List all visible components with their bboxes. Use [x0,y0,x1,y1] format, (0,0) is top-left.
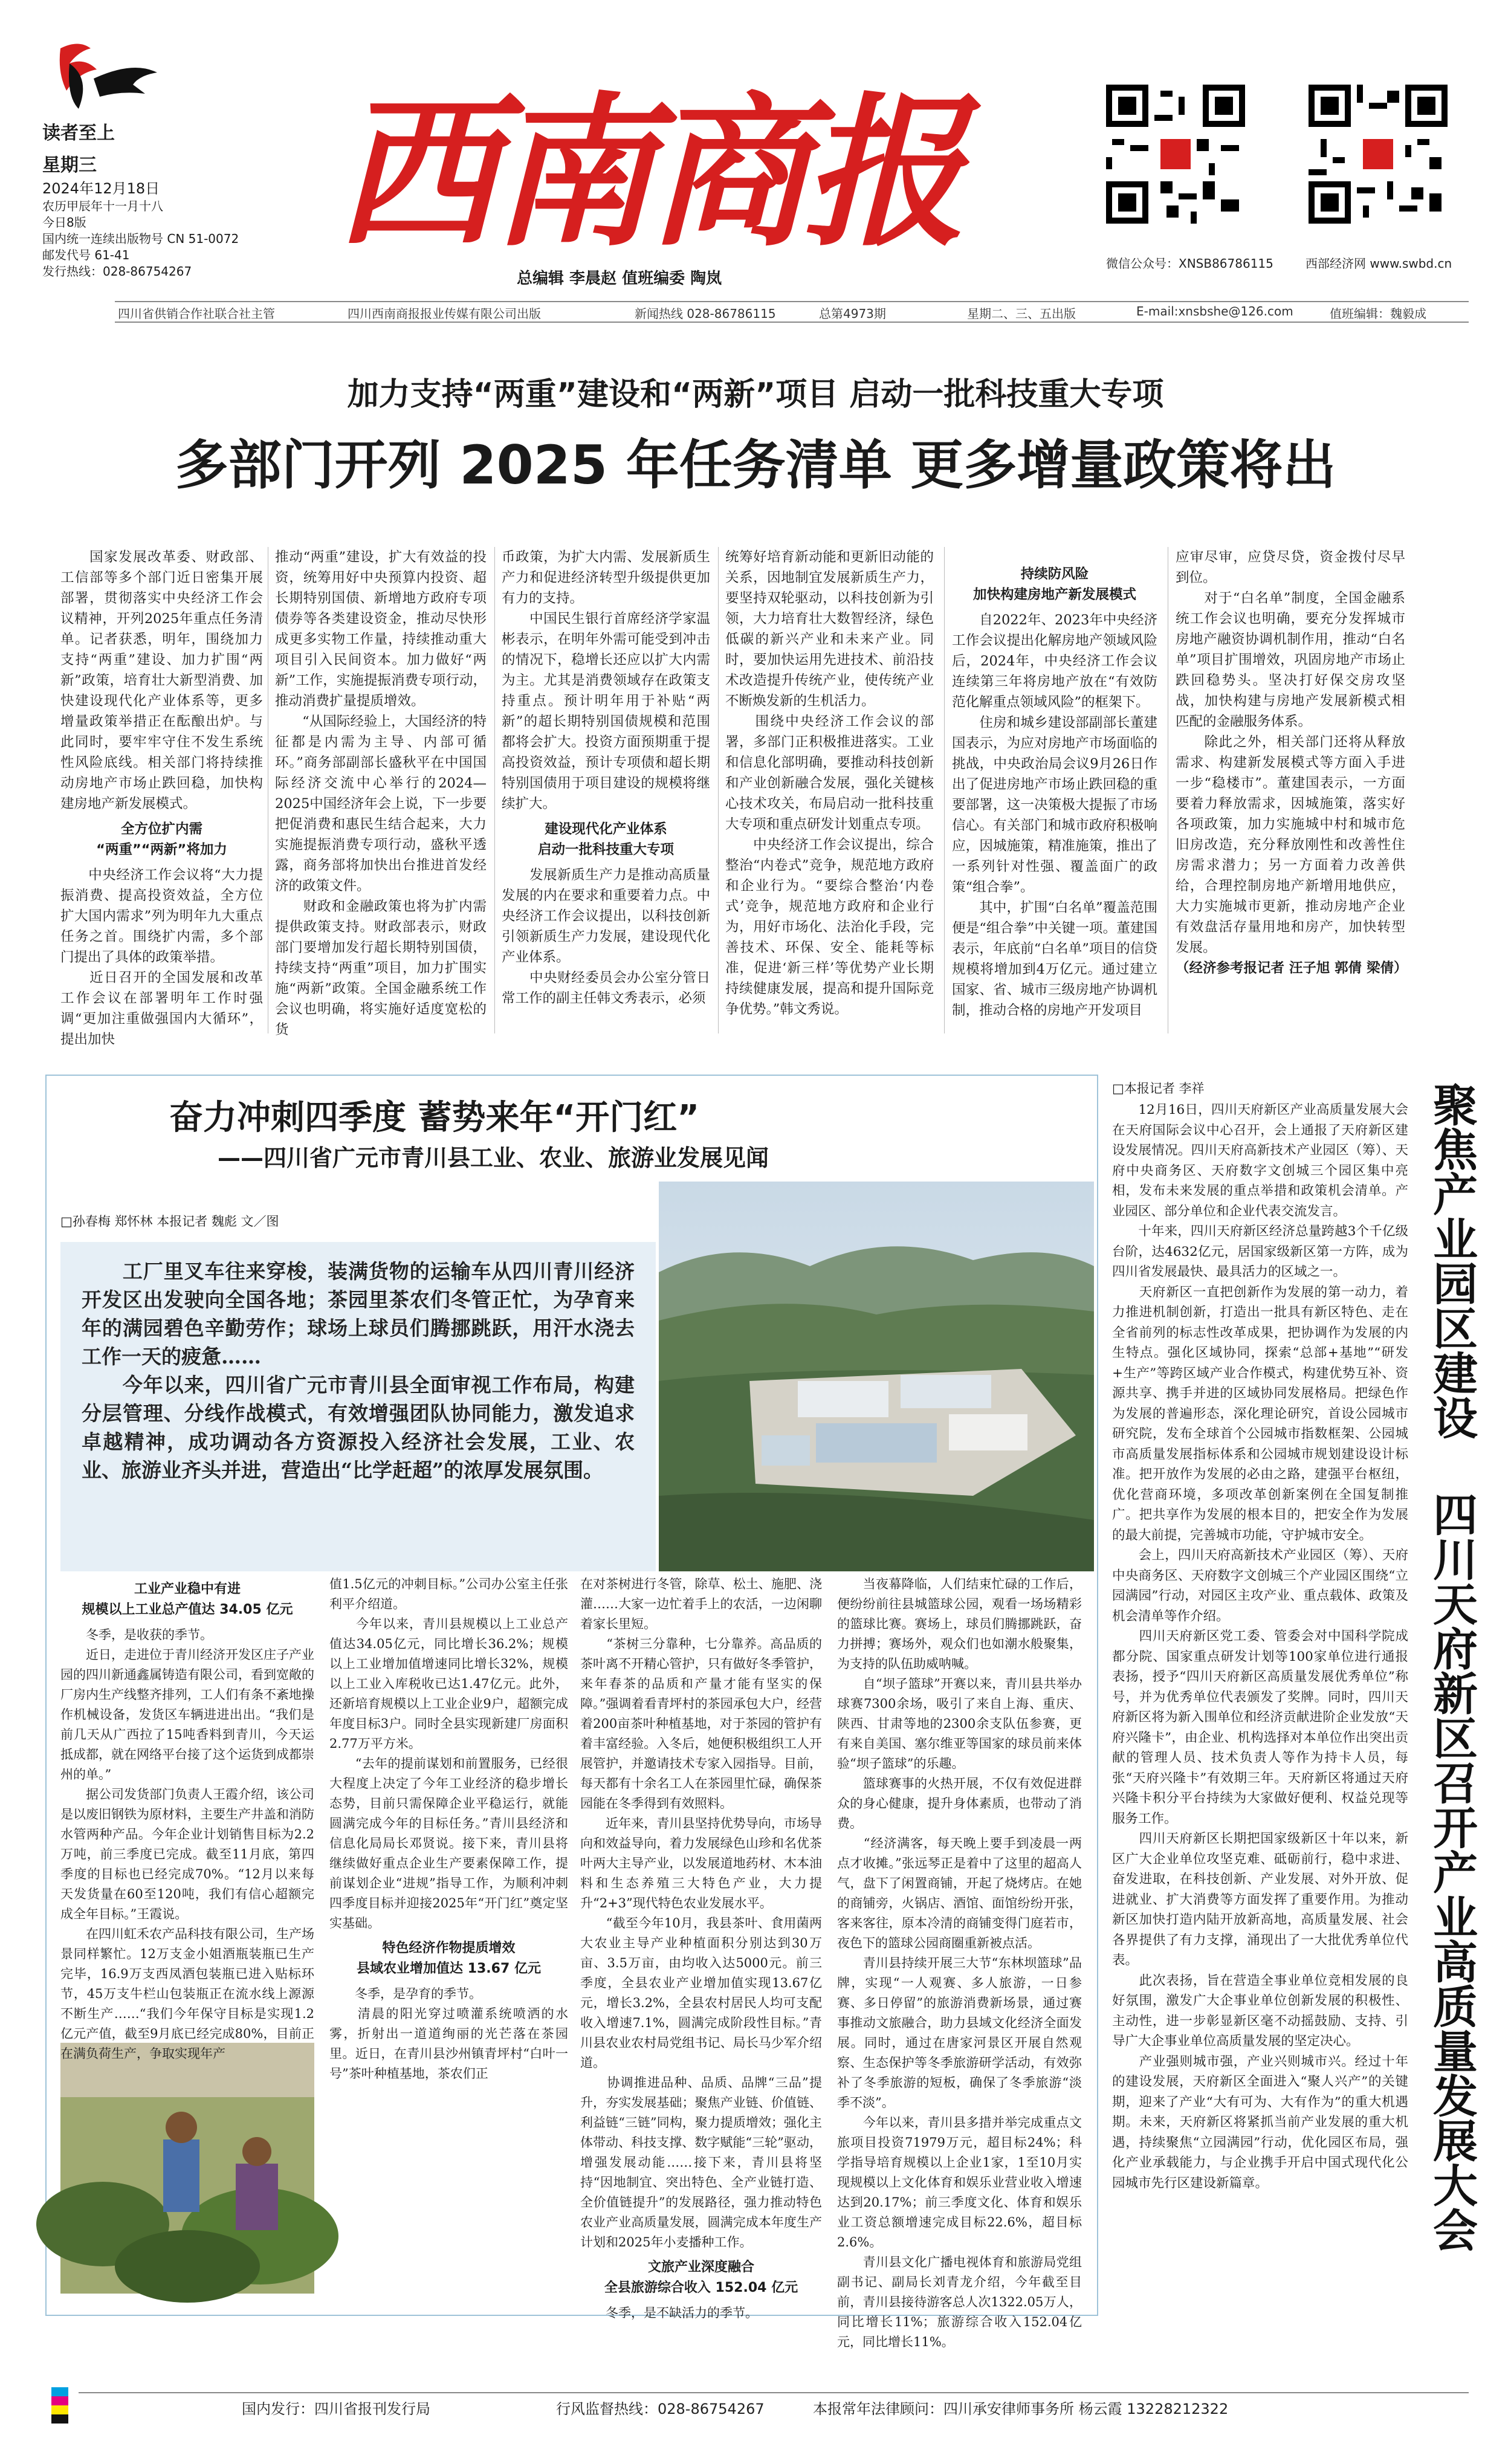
masthead-title [314,76,979,268]
sidebar-column [1112,1100,1408,2315]
feature-column-1 [60,1574,314,2061]
duty-editor: 值班编辑：魏毅成 [1330,306,1426,321]
feature-subtitle: ——四川省广元市青川县工业、农业、旅游业发展见闻 [218,1145,769,1171]
feature-col2b-text: 冬季，是孕育的季节。 清晨的阳光穿过喷灌系统喷洒的水雾，折射出一道道绚丽的光芒落在茶园里。近日，在青川县沙州镇青坪村“白叶一号”茶叶种植基地，茶农们正 [329,1987,568,2081]
lead-headline: 多部门开列 2025 年任务清单 更多增量政策将出 [175,434,1336,496]
qr-code-wechat[interactable] [1106,85,1245,224]
lead-subhead-2: 建设现代化产业体系 启动一批科技重大专项 [537,821,674,858]
lead-column-5 [952,547,1157,1036]
lead-kicker: 加力支持“两重”建设和“两新”项目 启动一批科技重大专项 [347,377,1164,413]
industrial-park-aerial-photo [659,1182,1094,1571]
feature-subhead-3: 文旅产业深度融合 全县旅游综合收入 152.04 亿元 [604,2260,798,2295]
publisher: 四川西南商报报业传媒有限公司出版 [348,306,541,321]
footer-distribution: 国内发行：四川省报刊发行局 [242,2401,430,2417]
lead-col5-text: 自2022年、2023年中央经济工作会议提出化解房地产领域风险后，2024年，中央经济工作会议连续第三年将房地产放在“有效防范化解重点领域风险”的框架下。 住房和城乡建设部副部长董建国表示，为应对房地产市场面临的挑战，中央政治局会议9月26日作出了促进房地产市场止跌回稳的重要部署，这一决策极大提振了市场信心。有关部门和城市政府积极响应，因城施策，精准施策，推出了一系列针对性强、覆盖面广的政策“组合拳”。 其中，扩围“白名单”覆盖范围便是“组合拳”中关键一项。董建国表示，年底前“白名单”项目的信贷规模将增加到4万亿元。通过建立国家、省、城市三级房地产协调机制，推动合格的房地产开发项目 [952,612,1157,1018]
lead-column-3 [502,547,710,1036]
lead-column-1 [60,547,263,1047]
lead-byline: （经济参考报记者 汪子旭 郭倩 梁倩） [1176,960,1408,976]
qr-code-website[interactable] [1309,85,1448,224]
lead-subhead-3: 持续防风险 加快构建房地产新发展模式 [972,566,1136,603]
lead-col6-text: 应审尽审，应贷尽贷，资金拨付尽早到位。 对于“白名单”制度，全国金融系统工作会议也明确，要充分发挥城市房地产融资协调机制作用，推动“白名单”项目扩围增效，巩固房地产市场止跌回稳势头。坚决打好保交房攻坚战，加快构建与房地产发展新模式相匹配的金融服务体系。 除此之外，相关部门还将从释放需求、构建新发展模式等方面入手进一步“稳楼市”。董建国表示，一方面要着力释放需求，因城施策，落实好各项政策，加力实施城中村和城市危旧房改造，充分释放刚性和改善性住房需求潜力；另一方面着力改善供给，合理控制房地产新增用地供应，大力实施城市更新，推动房地产企业有效盘活存量用地和房产，加快转型发展。 [1176,549,1405,956]
feature-column-2 [329,1574,568,2309]
feature-column-4 [837,1574,1082,2349]
tea-farmers-photo [60,2043,314,2294]
issue-date: 2024年12月18日 [42,180,160,197]
feature-subhead-1: 工业产业稳中有进 规模以上工业总产值达 34.05 亿元 [82,1582,293,1617]
color-registration-bar [51,2387,68,2424]
footer-supervision: 行风监督热线：028-86754267 [556,2401,765,2417]
feature-lede-text: 工厂里叉车往来穿梭，装满货物的运输车从四川青川经济开发区出发驶向全国各地；茶园里茶农们冬管正忙，为孕育来年的满园碧色辛勤劳作；球场上球员们腾挪跳跃，用汗水浇去工作一天的疲惫…… 今年以来，四川省广元市青川县全面审视工作布局，构建分层管理、分线作战模式，有效增强团队协同能力，激发追求卓越精神，成功调动各方资源投入经济社会发展，工业、农业、旅游业齐头并进，营造出“比学赶超”的浓厚发展氛围。 [82,1259,635,1482]
feature-col3-text: 在对茶树进行冬管，除草、松土、施肥、浇灌……大家一边忙着手上的农活，一边闲聊着家长里短。 “茶树三分靠种，七分靠养。高品质的茶叶离不开精心管护，只有做好冬季管护，来年春茶的品质和产量才能有坚实的保障。”强调着看青坪村的茶园承包大户，经营着200亩茶叶种植基地，对于茶园的管护有着丰富经验。入冬后，她便积极组织工人开展管护，并邀请技术专家入园指导。目前，每天都有十余名工人在茶园里忙碌，确保茶园能在冬季得到有效照料。 近年来，青川县坚持优势导向，市场导向和效益导向，着力发展绿色山珍和名优茶叶两大主导产业，以发展道地药材、木本油料和生态养殖三大特色产业，大力提升“2+3”现代特色农业发展水平。 “截至今年10月，我县茶叶、食用菌两大农业主导产业种植面积分别达到30万亩、3.5万亩，由均收入达5000元。前三季度，全县农业产业增加值实现13.67亿元，增长3.2%，全县农村居民人均可支配收入增速7.1%，圆满完成阶段性目标。”青川县农业农村局党组书记、局长马少军介绍道。 协调推进品种、品质、品牌“三品”提升，夯实发展基础；聚焦产业链、价值链、利益链“三链”同构，聚力提质增效；强化主体带动、科技支撑、数字赋能“三轮”驱动，增强发展动能……接下来，青川县将坚持“因地制宜、突出特色、全产业链打造、全价值链提升”的发展路径，强力推动特色农业产业高质量发展，圆满完成本年度生产计划和2025年小麦播种工作。 [580,1577,822,2249]
issue-number: 总第4973期 [819,306,886,321]
lead-col3-text: 币政策，为扩大内需、发展新质生产力和促进经济转型升级提供更加有力的支持。 中国民生银行首席经济学家温彬表示，在明年外需可能受到冲击的情况下，稳增长还应以扩大内需为主。尤其是消费领域存在政策支持重点。预计明年用于补贴“两新”的超长期特别国债规模和范围都将会扩大。投资方面预期重于提高投资效益，预计专项债和超长期特别国债用于项目建设的规模将继续扩大。 [502,549,710,812]
lead-column-6 [1176,547,1408,1036]
feature-column-3 [580,1574,822,2320]
feature-col4-text: 当夜幕降临，人们结束忙碌的工作后，便纷纷前往县城篮球公园，观看一场场精彩的篮球比赛。赛场上，球员们腾挪跳跃，奋力拼搏；赛场外，观众们也如潮水般聚集，为支持的队伍助威呐喊。 自“坝子篮球”开赛以来，青川县共举办球赛7300余场，吸引了来自上海、重庆、陕西、甘肃等地的2300余支队伍参赛，更有来自美国、塞尔维亚等国家的球员前来体验“坝子篮球”的乐趣。 篮球赛事的火热开展，不仅有效促进群众的身心健康，提升身体素质，也带动了消费。 “经济满客，每天晚上要手到凌晨一两点才收摊。”张远琴正是着中了这里的超高人气，盘下了闲置商铺，开起了烧烤店。在她的商铺旁，火锅店、酒馆、面馆纷纷开张，客来客往，原本冷清的商铺变得门庭若市，夜色下的篮球公园商圈重新被点活。 青川县持续开展三大节“东林坝篮球”品牌，实现“一人观赛、多人旅游，一日参赛、多日停留”的旅游消费新场景，通过赛事推动文旅融合，助力县域文化经济全面发展。同时，通过在唐家河景区开展自然观察、生态保护等冬季旅游研学活动，有效弥补了冬季旅游的短板，确保了冬季旅游“淡季不淡”。 今年以来，青川县多措并举完成重点文旅项目投资71979万元，超目标24%；科学指导培育规模以上企业1家，1至10月实现规模以上文化体育和娱乐业营业收入增速达到20.17%；前三季度文化、体育和娱乐业工资总额增速完成目标22.6%，超目标2.6%。 青川县文化广播电视体育和旅游局党组副书记、副局长刘青龙介绍，今年截至目前，青川县接待游客总人次1322.05万人，同比增长11%；旅游综合收入152.04亿元，同比增长11%。 [837,1577,1082,2349]
footer-legal: 本报常年法律顾问：四川承安律师事务所 杨云霞 13228212322 [813,2401,1229,2417]
lead-col1-text: 国家发展改革委、财政部、工信部等多个部门近日密集开展部署，贯彻落实中央经济工作会议精神，开列2025年重点任务清单。记者获悉，明年，围绕加力支持“两重”建设、加力扩围“两新”政策，培育壮大新型消费、加快建设现代化产业体系等，更多增量政策举措正在酝酿出炉。与此同时，要牢牢守住不发生系统性风险底线。相关部门将持续推动房地产市场止跌回稳，加快构建房地产新发展模式。 [60,549,263,812]
sponsor: 四川省供销合作社联合社主管 [118,306,275,321]
masthead-info-bar [115,301,1469,323]
lead-col1b-text: 中央经济工作会议将“大力提振消费、提高投资效益，全方位扩大国内需求”列为明年九大重点任务之首。围绕扩内需，多个部门提出了具体的政策举措。 近日召开的全国发展和改革工作会议在部署明年工作时强调“更加注重做强国内大循环”，提出加快 [60,867,263,1047]
feature-headline: 奋力冲刺四季度 蓄势来年“开门红” [169,1098,700,1137]
publishing-schedule: 星期二、三、五出版 [967,306,1076,321]
feature-lede-box [60,1242,656,1571]
qr-website-caption: 西部经济网 www.swbd.cn [1306,256,1452,271]
feature-subhead-2: 特色经济作物提质增效 县域农业增加值达 13.67 亿元 [357,1941,541,1976]
lead-col2-text: 推动“两重”建设，扩大有效益的投资，统筹用好中央预算内投资、超长期特别国债、新增地方政府专项债券等各类建设资金，推动尽快形成更多实物工作量，持续推动重大项目引入民间资本。加力做好“两新”工作，实施提振消费专项行动，推动消费扩量提质增效。 “从国际经验上，大国经济的特征都是内需为主导、内部可循环。”商务部副部长盛秋平在中国国际经济交流中心举行的2024—2025中国经济年会上说，下一步要把促消费和惠民生结合起来，大力实施提振消费专项行动，盛秋平透露，商务部将加快出台推进首发经济的政策文件。 财政和金融政策也将为扩内需提供政策支持。财政部表示，财政部门要增加发行超长期特别国债，持续支持“两重”项目，加力扩围实施“两新”政策。全国金融系统工作会议也明确，将实施好适度宽松的货 [275,549,487,1038]
news-hotline: 新闻热线 028-86786115 [635,306,776,321]
email-link[interactable]: E-mail:xnsbshe@126.com [1136,304,1293,319]
logo-slogan: 读者至上 [42,123,115,144]
masthead-title-text: 西南商报 [335,76,959,268]
weekday: 星期三 [42,155,97,176]
distribution-hotline: 发行热线：028-86754267 [42,264,192,279]
cn-number: 国内统一连续出版物号 CN 51-0072 [42,231,239,246]
sidebar-byline: □本报记者 李祥 [1112,1081,1205,1096]
editors-line: 总编辑 李晨赵 值班编委 陶岚 [517,270,722,288]
postal-code: 邮发代号 61-41 [42,248,130,262]
qr-wechat-caption: 微信公众号：XNSB86786115 [1106,256,1273,271]
lunar-date: 农历甲辰年十一月十八 [42,199,163,213]
feature-col2-text: 值1.5亿元的冲刺目标。”公司办公室主任张利平介绍道。 今年以来，青川县规模以上工业总产值达34.05亿元，同比增长36.2%；规模以上工业增加值增速同比增长32%，规模以上工业入库税收已达1.47亿元。此外，还新培育规模以上工业企业9户，超额完成年度目标3户。同时全县实现新建厂房面积2.77万平方米。 “去年的提前谋划和前置服务，已经很大程度上决定了今年工业经济的稳步增长态势，目前只需保障企业平稳运行，就能圆满完成今年的目标任务。”青川县经济和信息化局局长邓贤说。接下来，青川县将继续做好重点企业生产要素保障工作，提前谋划企业“进规”指导工作，为顺利冲刺四季度目标并迎接2025年“开门红”奠定坚实基础。 [329,1577,568,1930]
feature-col3b-text: 冬季，是不缺活力的季节。 [580,2306,758,2320]
sidebar-text: 12月16日，四川天府新区产业高质量发展大会在天府国际会议中心召开，会上通报了天府新区建设发展情况。四川天府高新技术产业园区（筹）、天府中央商务区、天府数字文创城三个园区集中亮相，发布未来发展的重点举措和政策机会清单。产业园区、部分单位和企业代表交流发言。 十年来，四川天府新区经济总量跨越3个千亿级台阶，达4632亿元，居国家级新区第一方阵，成为四川省发展最快、最具活力的区域之一。 天府新区一直把创新作为发展的第一动力，着力推进机制创新，打造出一批具有新区特色、走在全省前列的标志性改革成果，把协调作为发展的内生特点。强化区域协同，探索“总部+基地”“研发+生产”等跨区域产业合作模式，构建优势互补、资源共享、携手并进的区域协同发展格局。把绿色作为发展的普遍形态，深化理论研究，首设公园城市研究院，发布全球首个公园城市指数框架、公园城市高质量发展指标体系和公园城市规划建设设计标准。把开放作为发展的必由之路，建强平台枢纽，优化营商环境，多项改革创新案例在全国复制推广。把共享作为发展的根本目的，把安全作为发展的最大前提，完善城市功能，守护城市安全。 会上，四川天府高新技术产业园区（筹）、天府中央商务区、天府数字文创城三个产业园区围绕“立园满园”行动，对园区主攻产业、重点载体、政策及机会清单等作介绍。 四川天府新区党工委、管委会对中国科学院成都分院、国家重点研发计划等100家单位进行通报表扬，授予“四川天府新区高质量发展优秀单位”称号，并为优秀单位代表颁发了奖牌。同时，四川天府新区将为新入围单位和经济贡献进阶企业发放“天府兴隆卡”，由企业、机构选择对本单位作出突出贡献的管理人员、技术负责人等作为持卡人员，每张“天府兴隆卡”有效期三年。天府新区将通过天府兴隆卡积分平台持续为大家做好便利、权益兑现等服务工作。 四川天府新区长期把国家级新区十年以来，新区广大企业单位攻坚克难、砥砺前行，稳中求进、奋发进取，在科技创新、产业发展、对外开放、促进就业、扩大消费等方面发挥了重要作用。为推动新区加快打造内陆开放新高地，高质量发展、社会各界提供了有力支撑，涌现出了一大批优秀单位代表。 此次表扬，旨在营造全事业单位竞相发展的良好氛围，激发广大企事业单位创新发展的积极性、主动性，进一步彰显新区毫不动摇鼓励、支持、引导广大企事业单位高质量发展的坚定决心。 产业强则城市强，产业兴则城市兴。经过十年的建设发展，天府新区全面进入“聚人兴产”的关键期，迎来了产业“大有可为、大有作为”的重大机遇期。未来，天府新区将紧抓当前产业发展的重大机遇，持续聚焦“立园满园”行动，优化园区布局，强化产业承载能力，与企业携手开启中国式现代化公园城市先行区建设新篇章。 [1112,1102,1408,2191]
footer-bar [79,2392,1469,2417]
lead-column-2 [275,547,487,1036]
feature-col1-text: 冬季，是收获的季节。 近日，走进位于青川经济开发区庄子产业园的四川新通鑫属铸造有限公司，看到宽敞的厂房内生产线整齐排列，工人们有条不紊地操作机械设备，发货区车辆进进出出。“我们是前几天从广西拉了15吨香料到青川，今天运抵成都，就在网络平台接了这个运货到成都崇州的单。” 据公司发货部门负责人王霞介绍，该公司是以废旧钢铁为原材料，主要生产井盖和消防水管两种产品。今年企业计划销售目标为2.2万吨，前三季度已完成。截至11月底，第四季度的目标也已经完成70%。“12月以来每天发货量在60至120吨，我们有信心超额完成全年目标。”王霞说。 在四川虹禾农产品科技有限公司，生产场景同样繁忙。12万支金小姐酒瓶装瓶已生产完毕，16.9万支西凤酒包装瓶已进入贴标环节，45万支牛栏山包装瓶正在流水线上源源不断生产……“我们今年保守目标是实现1.2亿元产值，截至9月底已经完成80%，目前正在满负荷生产，争取实现年产 [60,1628,314,2061]
sidebar-vertical-headline: 聚焦产业园区建设 四川天府新区召开产业高质量发展大会 [1426,1082,1478,2252]
lead-subhead-1: 全方位扩内需 “两重”“两新”将加力 [96,821,227,858]
lead-column-4 [725,547,934,1036]
page-count: 今日8版 [42,215,86,230]
feature-byline: □孙春梅 郑怀林 本报记者 魏彪 文／图 [60,1214,279,1229]
lead-col3b-text: 发展新质生产力是推动高质量发展的内在要求和重要着力点。中央经济工作会议提出，以科技创新引领新质生产力发展，建设现代化产业体系。 中央财经委员会办公室分管日常工作的副主任韩文秀表示，必须 [502,867,710,1006]
lead-col4-text: 统筹好培育新动能和更新旧动能的关系，因地制宜发展新质生产力，要坚持双轮驱动，以科技创新为引领，大力培育壮大数智经济，绿色低碳的新兴产业和未来产业。同时，要加快运用先进技术、前沿技术改造提升传统产业，使传统产业不断焕发新的生机活力。 围绕中央经济工作会议的部署，多部门正积极推进落实。工业和信息化部明确，要推动科技创新和产业创新融合发展，强化关键核心技术攻关，布局启动一批科技重大专项和重点研发计划重点专项。 中央经济工作会议提出，综合整治“内卷式”竞争，规范地方政府和企业行为。“要综合整治‘内卷式’竞争，规范地方政府和企业行为，用好市场化、法治化手段，完善技术、环保、安全、能耗等标准，促进‘新三样’等优势产业长期持续健康发展，提高和提升国际竞争优势。”韩文秀说。 [725,549,934,1017]
